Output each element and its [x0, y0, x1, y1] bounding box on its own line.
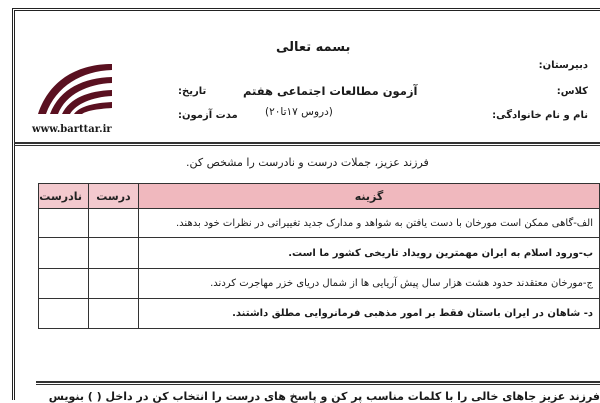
true-false-table [38, 183, 600, 329]
statement-c: ج-مورخان معتقدند حدود هشت هزار سال پیش آریایی ها از شمال دریای خزر مهاجرت کردند. [139, 269, 600, 299]
statement-a: الف-گاهی ممکن است مورخان با دست یافتن به شواهد و مدارک جدید تغییراتی در نظرات خود بدهند. [139, 209, 600, 238]
barttar-logo-icon [30, 58, 114, 120]
table-row [39, 209, 600, 238]
next-section-instruction: فرزند عزیز جاهای خالی را با کلمات مناسب پر کن و پاسخ های درست را انتخاب کن در داخل ( ) بنویس [48, 390, 600, 403]
false-answer-box-c[interactable] [39, 269, 89, 299]
header-false: نادرست [39, 184, 89, 209]
true-answer-box-c[interactable] [89, 269, 139, 299]
false-answer-box-b[interactable] [39, 238, 89, 269]
class-label: کلاس: [556, 86, 588, 97]
table-header-row [39, 184, 600, 209]
exam-title: آزمون مطالعات اجتماعی هفتم [243, 84, 418, 98]
instruction-text: فرزند عزیز، جملات درست و نادرست را مشخص کن. [186, 156, 429, 169]
section-divider [36, 381, 600, 383]
true-answer-box-a[interactable] [89, 209, 139, 238]
duration-label: مدت آزمون: [178, 110, 238, 121]
false-answer-box-a[interactable] [39, 209, 89, 238]
school-label: دبیرستان: [538, 60, 588, 71]
false-answer-box-d[interactable] [39, 299, 89, 329]
date-label: تاریخ: [178, 86, 207, 97]
section-divider-inner [36, 384, 600, 385]
header-divider-inner [14, 145, 600, 146]
exam-lessons: (دروس ۱۷تا۲۰) [265, 106, 333, 118]
website-url: www.barttar.ir [32, 124, 112, 135]
table-row [39, 299, 600, 329]
true-answer-box-b[interactable] [89, 238, 139, 269]
page-title: بسمه تعالی [276, 40, 351, 55]
table-row [39, 269, 600, 299]
true-answer-box-d[interactable] [89, 299, 139, 329]
table-row [39, 238, 600, 269]
header-option: گزینه [139, 184, 600, 209]
statement-d: د- شاهان در ایران باستان فقط بر امور مذهبی فرمانروایی مطلق داشتند. [139, 299, 600, 329]
header-true: درست [89, 184, 139, 209]
next-section-cutoff [48, 390, 600, 403]
student-name-label: نام و نام خانوادگی: [492, 110, 588, 121]
header-divider [14, 142, 600, 144]
statement-b: ب-ورود اسلام به ایران مهمترین رویداد تاریخی کشور ما است. [139, 238, 600, 269]
